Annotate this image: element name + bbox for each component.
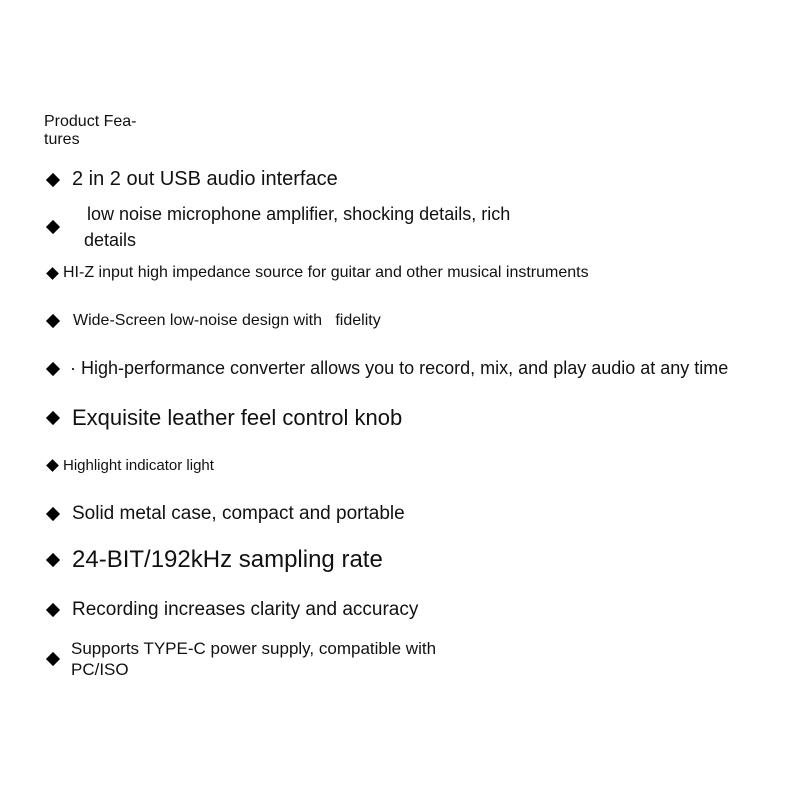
title-line-2: tures	[44, 131, 80, 148]
feature-text: 2 in 2 out USB audio interface	[72, 168, 338, 190]
feature-text: HI-Z input high impedance source for guitar and other musical instruments	[63, 264, 589, 281]
diamond-bullet-icon	[46, 220, 60, 234]
feature-item-usb-interface	[48, 168, 338, 191]
diamond-bullet-icon	[46, 314, 60, 328]
feature-item-recording-clarity	[48, 599, 418, 621]
diamond-bullet-icon	[46, 603, 60, 617]
feature-text-line-1: low noise microphone amplifier, shocking details, rich	[87, 204, 511, 224]
feature-text	[71, 638, 436, 680]
diamond-bullet-icon	[46, 267, 59, 280]
feature-text: Recording increases clarity and accuracy	[72, 599, 419, 620]
diamond-bullet-icon	[46, 507, 60, 521]
feature-item-control-knob	[48, 405, 402, 431]
feature-text: Highlight indicator light	[63, 457, 214, 474]
diamond-bullet-icon	[46, 652, 60, 666]
title-line-1: Product Fea-	[44, 113, 137, 130]
feature-item-indicator-light	[48, 457, 214, 474]
feature-text: Exquisite leather feel control knob	[72, 405, 403, 430]
feature-item-sampling-rate	[48, 546, 383, 574]
feature-item-mic-amplifier	[48, 201, 510, 253]
feature-text	[84, 201, 510, 253]
diamond-bullet-icon	[46, 172, 60, 186]
feature-text-line-1: Supports TYPE-C power supply, compatible with	[71, 639, 437, 658]
feature-text-line-2: PC/ISO	[71, 660, 129, 679]
feature-text: Wide-Screen low-noise design with fidelity	[73, 312, 381, 329]
feature-item-type-c-power	[48, 638, 436, 680]
diamond-bullet-icon	[46, 361, 60, 375]
feature-item-hi-z-input	[48, 264, 589, 282]
page-title	[44, 113, 164, 149]
feature-text-line-2: details	[84, 230, 137, 250]
feature-item-metal-case	[48, 503, 405, 525]
diamond-bullet-icon	[46, 411, 60, 425]
diamond-bullet-icon	[46, 553, 60, 567]
feature-item-wide-screen	[48, 312, 381, 330]
feature-text: · High-performance converter allows you to record, mix, and play audio at any time	[70, 358, 729, 378]
diamond-bullet-icon	[46, 459, 59, 472]
feature-text: Solid metal case, compact and portable	[72, 503, 405, 524]
feature-text: 24-BIT/192kHz sampling rate	[72, 546, 383, 573]
feature-item-converter	[48, 358, 728, 379]
